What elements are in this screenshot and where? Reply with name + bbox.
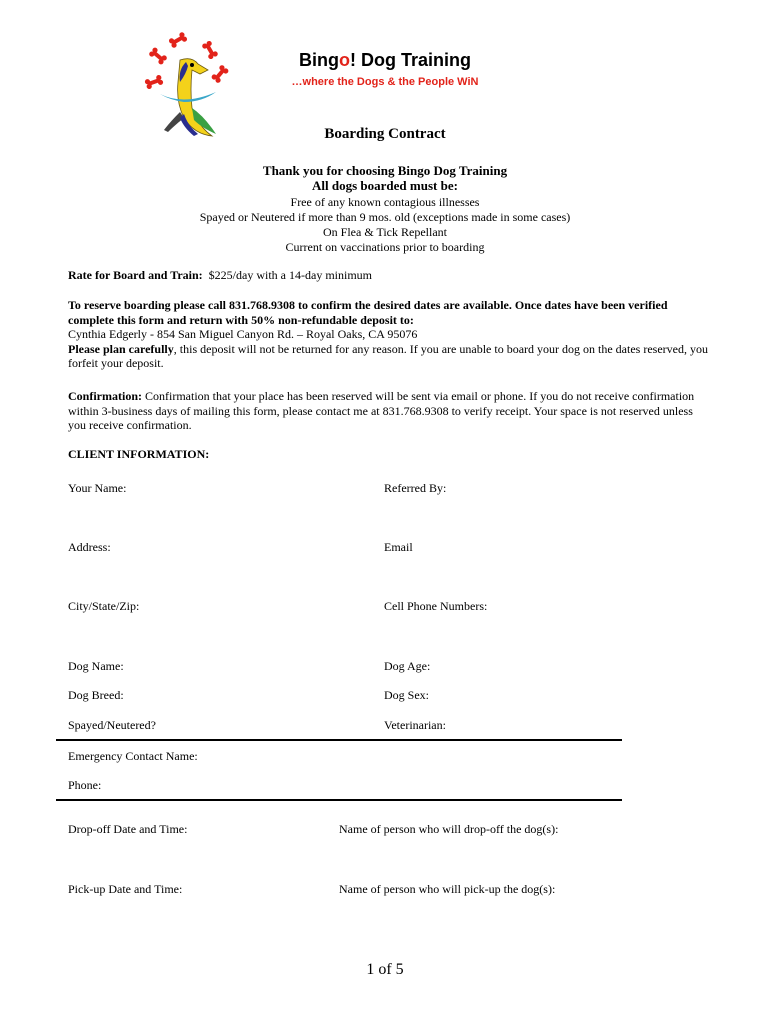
thanks-block <box>0 163 770 193</box>
section-divider <box>56 739 622 741</box>
document-title: Boarding Contract <box>324 126 446 142</box>
rate-label: Rate for Board and Train: <box>68 268 203 282</box>
confirmation-paragraph <box>68 389 708 433</box>
dog-age-field[interactable]: Dog Age: <box>384 659 431 673</box>
brand-tagline: …where the Dogs & the People WiN <box>291 76 479 88</box>
dropoff-date-field[interactable]: Drop-off Date and Time: <box>68 822 188 836</box>
confirmation-label: Confirmation: <box>68 389 142 403</box>
reserve-paragraph <box>68 298 708 371</box>
dropoff-person-field[interactable]: Name of person who will drop-off the dog(s): <box>339 822 559 836</box>
pickup-person-field[interactable]: Name of person who will pick-up the dog(s): <box>339 882 556 896</box>
spayed-neutered-field[interactable]: Spayed/Neutered? <box>68 718 156 732</box>
city-state-zip-field[interactable]: City/State/Zip: <box>68 599 140 613</box>
brand-red-letter: o <box>339 50 350 70</box>
plan-carefully-label: Please plan carefully <box>68 341 174 356</box>
emergency-contact-field[interactable]: Emergency Contact Name: <box>68 749 198 763</box>
brand-title: Bingo! Dog Training <box>299 50 471 70</box>
confirmation-text: Confirmation that your place has been reserved will be sent via email or phone. If you do not receive confirmation within 3-business days of mailing this form, please contact me at 831.768.9308 to verify receipt. Your space is not reserved unless you receive confirmation. <box>68 389 695 432</box>
deposit-policy: , this deposit will not be returned for any reason. If you are unable to board your dog on the dates reserved, you forfeit your deposit. <box>68 341 708 370</box>
dog-sex-field[interactable]: Dog Sex: <box>384 688 429 702</box>
your-name-field[interactable]: Your Name: <box>68 481 127 495</box>
requirement-item: On Flea & Tick Repellant <box>323 225 447 239</box>
reserve-instructions: To reserve boarding please call 831.768.9308 to confirm the desired dates are available. Once dates have been verified complete this form and return with 50% non-refundable deposit to: <box>68 298 668 327</box>
requirement-item: Free of any known contagious illnesses <box>290 195 480 209</box>
page-number: 1 of 5 <box>366 961 404 978</box>
referred-by-field[interactable]: Referred By: <box>384 481 447 495</box>
requirement-item: Spayed or Neutered if more than 9 mos. old (exceptions made in some cases) <box>199 210 571 224</box>
requirements-heading: All dogs boarded must be: <box>312 178 458 193</box>
address-field[interactable]: Address: <box>68 540 111 554</box>
thanks-line: Thank you for choosing Bingo Dog Training <box>262 163 508 178</box>
dog-name-field[interactable]: Dog Name: <box>68 659 124 673</box>
email-field[interactable]: Email <box>384 540 413 554</box>
requirements-list <box>0 195 770 255</box>
section-divider <box>56 799 622 801</box>
emergency-phone-field[interactable]: Phone: <box>68 778 102 792</box>
dog-breed-field[interactable]: Dog Breed: <box>68 688 124 702</box>
cell-phone-field[interactable]: Cell Phone Numbers: <box>384 599 488 613</box>
veterinarian-field[interactable]: Veterinarian: <box>384 718 446 732</box>
pickup-date-field[interactable]: Pick-up Date and Time: <box>68 882 183 896</box>
requirement-item: Current on vaccinations prior to boarding <box>285 240 485 254</box>
rate-value: $225/day with a 14-day minimum <box>208 268 372 282</box>
rate-line <box>68 268 708 283</box>
mailing-address: Cynthia Edgerly - 854 San Miguel Canyon Rd. – Royal Oaks, CA 95076 <box>68 327 418 341</box>
client-info-heading: CLIENT INFORMATION: <box>68 447 210 461</box>
